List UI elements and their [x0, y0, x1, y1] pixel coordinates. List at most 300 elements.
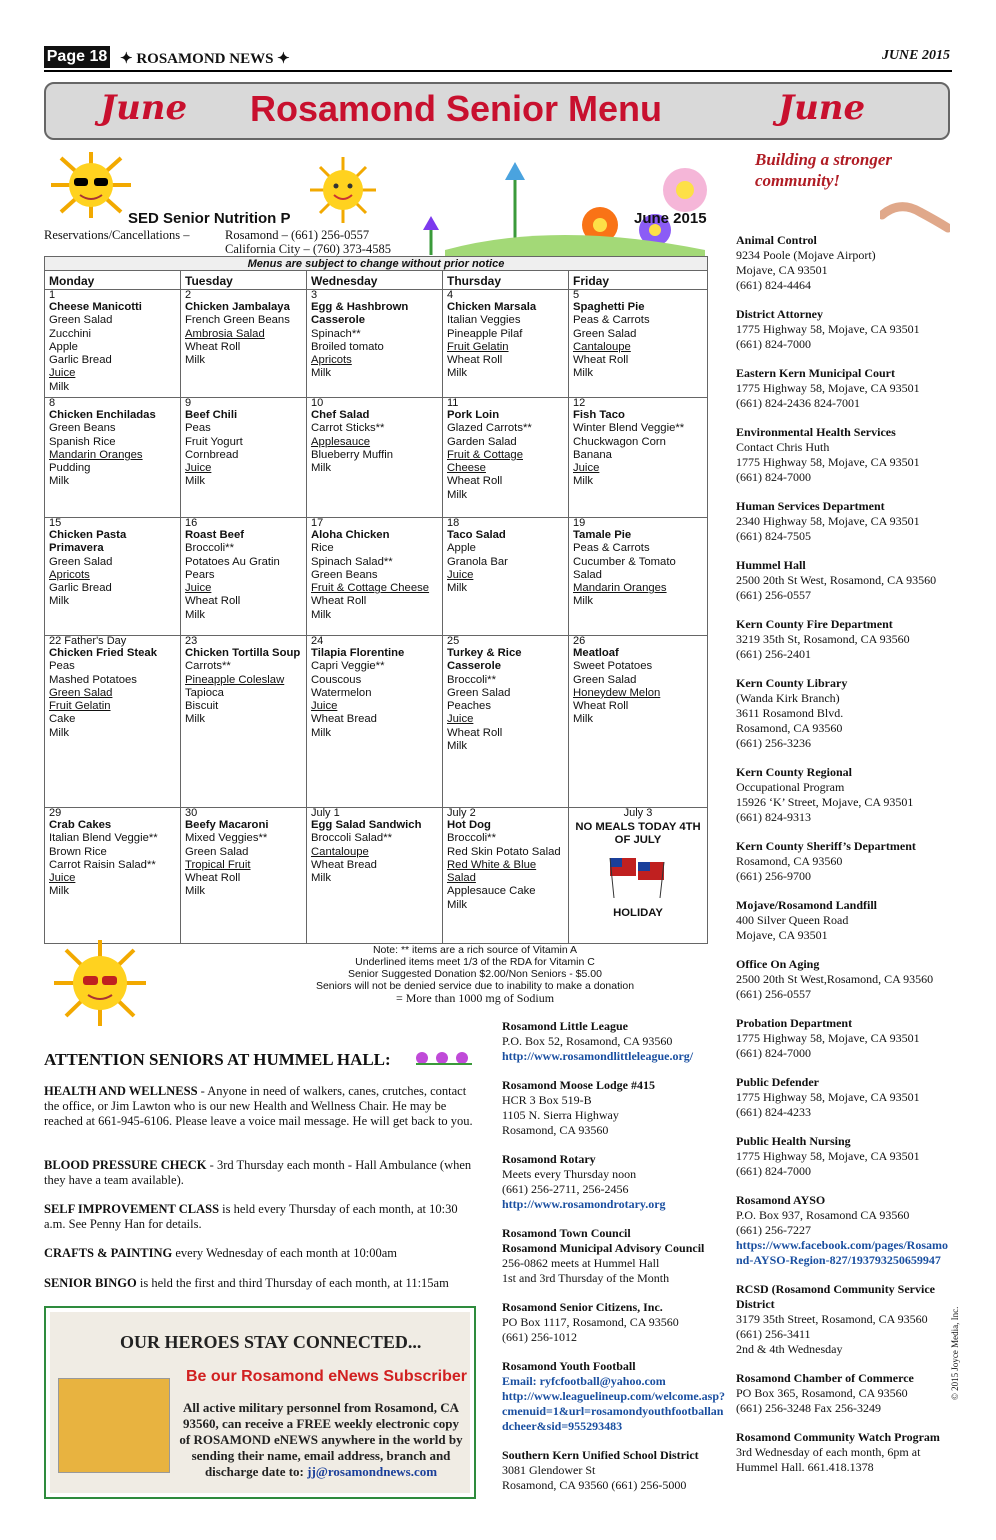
menu-item: Milk — [311, 367, 332, 380]
menu-item: Fruit Yogurt — [185, 435, 243, 448]
directory-entry — [502, 1152, 730, 1212]
menu-item: Rice — [311, 542, 334, 555]
menu-item: Garlic Bread — [49, 354, 112, 367]
entry-line: (661) 824-7000 — [736, 1046, 811, 1060]
menu-item: Honeydew Melon — [573, 686, 661, 699]
phone-california-city: California City – (760) 373-4585 — [225, 242, 391, 256]
menu-item: Wheat Roll — [447, 354, 503, 367]
menu-item: Milk — [49, 885, 70, 898]
menu-item: Fruit & Cottage Cheese — [311, 582, 430, 595]
entry-link[interactable]: https://www.facebook.com/pages/Rosamond-AYSO-Region-827/193793250659947 — [736, 1238, 948, 1267]
day-header: Monday — [45, 271, 181, 289]
directory-entry — [736, 765, 952, 825]
day-number: July 3 — [623, 808, 653, 819]
entry-name: Hummel Hall — [736, 558, 806, 572]
self-improvement-paragraph: SELF IMPROVEMENT CLASS is held every Thursday of each month, at 10:30 a.m. See Penny Han for details. — [44, 1202, 458, 1231]
entry-line: P.O. Box 52, Rosamond, CA 93560 — [502, 1034, 673, 1048]
directory-entry — [502, 1300, 730, 1345]
directory-entry — [502, 1226, 730, 1286]
day-number: 30 — [185, 808, 198, 819]
directory-entry — [736, 1193, 952, 1268]
menu-day-cell — [307, 808, 443, 944]
menu-item: Tropical Fruit — [185, 858, 251, 871]
menu-item: Wheat Roll — [573, 354, 629, 367]
entry-line: (Wanda Kirk Branch) — [736, 691, 840, 705]
menu-notes — [230, 944, 720, 1004]
menu-item: Green Salad — [49, 314, 113, 327]
day-number: July 2 — [447, 808, 476, 819]
menu-item: Milk — [573, 367, 594, 380]
entree: Crab Cakes — [49, 819, 112, 831]
menu-item: Brown Rice — [49, 845, 107, 858]
menu-day-cell — [181, 290, 307, 397]
entry-line: HCR 3 Box 519-B — [502, 1093, 592, 1107]
menu-day-cell — [181, 636, 307, 807]
menu-item: Garlic Bread — [49, 582, 112, 595]
menu-day-cell — [443, 290, 569, 397]
ad-body: All active military personnel from Rosamond, CA 93560, can receive a FREE weekly electronic copy of ROSAMOND eNEWS anywhere in the world by sending their name, email address, branch and discharge date to: jj@rosamondnews.com — [179, 1400, 463, 1479]
program-month: June 2015 — [634, 210, 707, 227]
entry-name: Southern Kern Unified School District — [502, 1448, 699, 1462]
menu-item: Peaches — [447, 700, 491, 713]
menu-item: Pears — [185, 568, 215, 581]
entry-line: (661) 824-7000 — [736, 337, 811, 351]
entry-name: Rosamond Municipal Advisory Council — [502, 1241, 705, 1255]
entry-line: Mojave, CA 93501 — [736, 263, 828, 277]
entry-name: Environmental Health Services — [736, 425, 896, 439]
copyright: © 2015 Joyce Media, Inc. — [950, 1306, 960, 1400]
menu-item: Green Salad — [573, 327, 637, 340]
tagline: Building a stronger community! — [755, 150, 892, 190]
menu-item: Green Salad — [447, 686, 511, 699]
blood-pressure-paragraph: BLOOD PRESSURE CHECK - 3rd Thursday each month - Hall Ambulance (when they have a team available). — [44, 1158, 472, 1187]
day-number: 18 — [447, 518, 460, 529]
menu-item: Broccoli** — [447, 673, 496, 686]
entry-line: Rosamond, CA 93560 — [502, 1123, 609, 1137]
entry-line: (661) 256-9700 — [736, 869, 811, 883]
menu-item: Pineapple Pilaf — [447, 327, 523, 340]
menu-item: Peas — [49, 660, 75, 673]
menu-weeks — [45, 290, 707, 944]
entree: NO MEALS TODAY 4TH OF JULY — [575, 821, 701, 847]
entree: Chicken Tortilla Soup — [185, 647, 301, 659]
entry-name: Rosamond Senior Citizens, Inc. — [502, 1300, 663, 1314]
entry-line: (661) 824-7505 — [736, 529, 811, 543]
menu-item: Couscous — [311, 673, 362, 686]
day-header: Friday — [573, 274, 610, 288]
menu-item: Garden Salad — [447, 435, 517, 448]
menu-item: Milk — [49, 475, 70, 488]
day-number: 2 — [185, 290, 192, 301]
crafts-paragraph: CRAFTS & PAINTING every Wednesday of each month at 10:00am — [44, 1246, 397, 1260]
menu-item: Juice — [49, 872, 76, 885]
menu-item: Milk — [447, 488, 468, 501]
entry-line: P.O. Box 937, Rosamond CA 93560 — [736, 1208, 910, 1222]
menu-day-cell — [569, 398, 707, 517]
directory-right — [736, 233, 952, 1489]
menu-week-row — [45, 290, 707, 398]
flowers-icon — [405, 150, 715, 258]
menu-item: Green Salad — [49, 686, 113, 699]
day-number: 10 — [311, 398, 324, 409]
day-number: 19 — [573, 518, 586, 529]
menu-note: Menus are subject to change without prior notice — [45, 257, 707, 271]
menu-item: Green Salad — [185, 845, 249, 858]
entry-line: 3179 35th Street, Rosamond, CA 93560 — [736, 1312, 928, 1326]
menu-item: Apple — [447, 542, 476, 555]
note-line: Note: ** items are a rich source of Vitamin A — [372, 944, 578, 956]
entry-line: PO Box 1117, Rosamond, CA 93560 — [502, 1315, 679, 1329]
day-number: 16 — [185, 518, 198, 529]
menu-item: Mixed Veggies** — [185, 832, 268, 845]
menu-item: Milk — [185, 475, 206, 488]
banner-june-right: June — [778, 88, 866, 128]
menu-item: Cake — [49, 713, 76, 726]
menu-item: Pudding — [49, 462, 91, 475]
menu-item: Sweet Potatoes — [573, 660, 653, 673]
directory-entry — [736, 1371, 952, 1416]
entry-name: Eastern Kern Municipal Court — [736, 366, 895, 380]
menu-item: Milk — [49, 595, 70, 608]
sun-sunglasses-icon — [46, 150, 136, 220]
menu-item: Apricots — [311, 354, 352, 367]
entry-line: (661) 824-4464 — [736, 278, 811, 292]
entry-link[interactable]: http://www.rosamondrotary.org — [502, 1197, 666, 1211]
directory-entry — [736, 499, 952, 544]
menu-item: Milk — [49, 726, 70, 739]
menu-week-row — [45, 398, 707, 518]
menu-item: Cantaloupe — [311, 845, 369, 858]
menu-item: Broccoli Salad** — [311, 832, 393, 845]
menu-day-cell — [45, 398, 181, 517]
directory-entry — [736, 1075, 952, 1120]
directory-middle — [502, 1019, 730, 1507]
menu-item: Pineapple Coleslaw — [185, 673, 285, 686]
menu-item: Spinach Salad** — [311, 555, 393, 568]
entry-line: 3219 35th St, Rosamond, CA 93560 — [736, 632, 910, 646]
entry-line: Hummel Hall. 661.418.1378 — [736, 1460, 874, 1474]
menu-item: Glazed Carrots** — [447, 422, 532, 435]
directory-entry — [736, 425, 952, 485]
entry-line: 1775 Highway 58, Mojave, CA 93501 — [736, 322, 920, 336]
directory-entry — [736, 233, 952, 293]
entry-line: (661) 256-0557 — [736, 588, 811, 602]
menu-day-cell — [443, 808, 569, 944]
entree: Cheese Manicotti — [49, 301, 142, 313]
menu-day-cell — [45, 290, 181, 397]
entry-line: 1105 N. Sierra Highway — [502, 1108, 619, 1122]
menu-item: Spinach** — [311, 327, 361, 340]
menu-day-cell — [443, 518, 569, 635]
entry-line: 15926 ‘K’ Street, Mojave, CA 93501 — [736, 795, 914, 809]
entree: Turkey & Rice Casserole — [447, 647, 522, 673]
entry-line: (661) 256-2401 — [736, 647, 811, 661]
flag-icon — [573, 854, 703, 903]
menu-day-cell — [307, 518, 443, 635]
menu-day-cell — [569, 808, 707, 944]
entry-line: 2nd & 4th Wednesday — [736, 1342, 843, 1356]
entry-line: (661) 824-7000 — [736, 470, 811, 484]
entry-name: Probation Department — [736, 1016, 853, 1030]
entry-line: Mojave, CA 93501 — [736, 928, 828, 942]
menu-item: Milk — [185, 713, 206, 726]
entry-line: 1775 Highway 58, Mojave, CA 93501 — [736, 381, 920, 395]
directory-entry — [736, 1016, 952, 1061]
reservations-label: Reservations/Cancellations – — [44, 228, 190, 242]
menu-day-cell — [569, 636, 707, 807]
menu-item: Capri Veggie** — [311, 660, 385, 673]
menu-item: Juice — [573, 462, 600, 475]
entry-line: Rosamond, CA 93560 — [736, 721, 843, 735]
ad-email-link[interactable]: jj@rosamondnews.com — [307, 1464, 438, 1479]
menu-item: Wheat Roll — [185, 595, 241, 608]
menu-item: Red White & Blue Salad — [447, 858, 537, 885]
menu-item: Juice — [185, 462, 212, 475]
directory-entry — [736, 1134, 952, 1179]
entry-link[interactable]: http://www.leaguelineup.com/welcome.asp?cmenuid=1&url=rosamondyouthfootballandcheer&sid=955293483 — [502, 1389, 725, 1433]
menu-day-cell — [569, 290, 707, 397]
menu-item: Milk — [447, 740, 468, 753]
day-number: 23 — [185, 636, 198, 647]
day-number: 24 — [311, 636, 324, 647]
menu-item: Zucchini — [49, 327, 92, 340]
entree: Chicken Marsala — [447, 301, 537, 313]
entry-name: Public Defender — [736, 1075, 819, 1089]
entry-line: Contact Chris Huth — [736, 440, 830, 454]
sun-bottom-icon — [50, 938, 150, 1028]
entree: Egg & Hashbrown Casserole — [311, 301, 409, 327]
entry-name: Rosamond Moose Lodge #415 — [502, 1078, 656, 1092]
menu-item: Carrots** — [185, 660, 231, 673]
menu-item: Wheat Roll — [311, 595, 367, 608]
menu-item: Ambrosia Salad — [185, 327, 265, 340]
entry-line: 1775 Highway 58, Mojave, CA 93501 — [736, 1090, 920, 1104]
menu-item: Wheat Roll — [573, 700, 629, 713]
menu-item: Juice — [447, 568, 474, 581]
entree: Hot Dog — [447, 819, 491, 831]
entry-line: (661) 256-1012 — [502, 1330, 577, 1344]
directory-entry — [736, 366, 952, 411]
menu-item: Milk — [185, 885, 206, 898]
menu-item: Milk — [185, 354, 206, 367]
menu-item: Cornbread — [185, 448, 239, 461]
menu-item: Apple — [49, 340, 78, 353]
menu-item: Mandarin Oranges — [573, 582, 667, 595]
menu-item: Italian Veggies — [447, 314, 521, 327]
entry-line: 1st and 3rd Thursday of the Month — [502, 1271, 670, 1285]
day-number: 22 Father's Day — [49, 636, 127, 647]
day-number: 5 — [573, 290, 580, 301]
menu-item: Milk — [447, 898, 468, 911]
attention-title: ATTENTION SENIORS AT HUMMEL HALL: — [44, 1050, 391, 1069]
ad-subtitle: Be our Rosamond eNews Subscriber — [186, 1368, 467, 1385]
menu-item: Spanish Rice — [49, 435, 116, 448]
menu-item: Green Salad — [573, 673, 637, 686]
menu-item: Broiled tomato — [311, 340, 384, 353]
entry-line: 3rd Wednesday of each month, 6pm at — [736, 1445, 921, 1459]
entry-line: 1775 Highway 58, Mojave, CA 93501 — [736, 1149, 920, 1163]
entry-name: RCSD (Rosamond Community Service District — [736, 1282, 935, 1311]
entree: Chicken Jambalaya — [185, 301, 290, 313]
menu-item: Juice — [447, 713, 474, 726]
menu-day-cell — [307, 290, 443, 397]
entry-line: (661) 256-0557 — [736, 987, 811, 1001]
directory-entry — [736, 1282, 952, 1357]
entry-line: (661) 824-2436 824-7001 — [736, 396, 860, 410]
flowers-small-icon — [414, 1048, 474, 1068]
menu-day-cell — [443, 398, 569, 517]
entry-name: Kern County Sheriff’s Department — [736, 839, 916, 853]
menu-item: Peas & Carrots — [573, 314, 650, 327]
directory-entry — [736, 676, 952, 751]
menu-item: Juice — [49, 367, 76, 380]
entree: Chef Salad — [311, 409, 370, 421]
entry-link[interactable]: Email: ryfcfootball@yahoo.com — [502, 1374, 666, 1388]
banner-june-left: June — [100, 88, 188, 128]
entry-line: 3081 Glendower St — [502, 1463, 596, 1477]
paper-name: ✦ ROSAMOND NEWS ✦ — [120, 51, 290, 67]
menu-item: Milk — [185, 608, 206, 621]
menu-item: Potatoes Au Gratin — [185, 555, 280, 568]
day-header: Wednesday — [307, 271, 443, 289]
menu-item: Cantaloupe — [573, 340, 631, 353]
menu-item: Mandarin Oranges — [49, 448, 143, 461]
entry-line: (661) 824-9313 — [736, 810, 811, 824]
entry-name: Rosamond Chamber of Commerce — [736, 1371, 914, 1385]
menu-item: Milk — [573, 595, 594, 608]
entry-link[interactable]: http://www.rosamondlittleleague.org/ — [502, 1049, 694, 1063]
day-number: 9 — [185, 398, 192, 409]
entry-line: (661) 256-3411 — [736, 1327, 811, 1341]
page-number: Page 18 — [44, 46, 110, 68]
bingo-paragraph: SENIOR BINGO is held the first and third Thursday of each month, at 11:15am — [44, 1276, 449, 1290]
entry-line: (661) 256-3248 Fax 256-3249 — [736, 1401, 881, 1415]
directory-entry — [502, 1019, 730, 1064]
menu-item: Apricots — [49, 568, 90, 581]
directory-entry — [502, 1078, 730, 1138]
menu-item: Wheat Roll — [447, 726, 503, 739]
menu-item: Milk — [573, 713, 594, 726]
menu-item: Milk — [311, 462, 332, 475]
entry-name: Office On Aging — [736, 957, 820, 971]
day-number: 11 — [447, 398, 459, 409]
entree: Chicken Fried Steak — [49, 647, 157, 659]
menu-item: Chuckwagon Corn — [573, 435, 666, 448]
page-title: Rosamond Senior Menu — [250, 88, 663, 129]
entry-line: 2500 20th St West, Rosamond, CA 93560 — [736, 573, 937, 587]
menu-day-cell — [569, 518, 707, 635]
entry-line: PO Box 365, Rosamond, CA 93560 — [736, 1386, 908, 1400]
entry-name: Public Health Nursing — [736, 1134, 851, 1148]
ad-title: OUR HEROES STAY CONNECTED... — [120, 1332, 422, 1352]
menu-item: Milk — [447, 367, 468, 380]
menu-item: Fruit Gelatin — [447, 340, 509, 353]
phone-rosamond: Rosamond – (661) 256-0557 — [225, 228, 370, 242]
entry-name: Rosamond Town Council — [502, 1226, 631, 1240]
entree: Beefy Macaroni — [185, 819, 269, 831]
menu-item: Broccoli** — [185, 542, 234, 555]
menu-item: Wheat Bread — [311, 858, 377, 871]
day-number: 4 — [447, 290, 454, 301]
menu-item: Wheat Roll — [185, 872, 241, 885]
entry-line: Occupational Program — [736, 780, 845, 794]
entry-line: 1775 Highway 58, Mojave, CA 93501 — [736, 455, 920, 469]
issue-date: JUNE 2015 — [881, 48, 950, 63]
entry-name: Kern County Fire Department — [736, 617, 893, 631]
newspaper-thumbnail — [58, 1378, 170, 1473]
handshake-icon — [880, 190, 950, 235]
program-name: SED Senior Nutrition P — [128, 210, 291, 227]
note-line: Underlined items meet 1/3 of the RDA for Vitamin C — [355, 956, 595, 968]
menu-week-row — [45, 808, 707, 944]
entry-line: 256-0862 meets at Hummel Hall — [502, 1256, 660, 1270]
menu-day-cell — [181, 808, 307, 944]
entree: Roast Beef — [185, 529, 245, 541]
entry-line: 2340 Highway 58, Mojave, CA 93501 — [736, 514, 920, 528]
menu-item: Fruit Gelatin — [49, 700, 111, 713]
menu-day-cell — [307, 398, 443, 517]
entree: Egg Salad Sandwich — [311, 819, 422, 831]
entree: Pork Loin — [447, 409, 500, 421]
entree: Taco Salad — [447, 529, 506, 541]
menu-day-cell — [307, 636, 443, 807]
day-number: 29 — [49, 808, 62, 819]
menu-week-row — [45, 636, 707, 808]
menu-item: Green Beans — [49, 422, 116, 435]
menu-day-cell — [45, 636, 181, 807]
entry-line: (661) 256-3236 — [736, 736, 811, 750]
directory-entry — [736, 839, 952, 884]
entry-line: (661) 256-2711, 256-2456 — [502, 1182, 629, 1196]
menu-item: French Green Beans — [185, 314, 290, 327]
menu-item: Milk — [311, 872, 332, 885]
entry-name: Kern County Library — [736, 676, 848, 690]
menu-item: HOLIDAY — [613, 906, 663, 919]
menu-item: Milk — [447, 582, 468, 595]
directory-entry — [736, 898, 952, 943]
entree: Tamale Pie — [573, 529, 632, 541]
menu-day-cell — [45, 808, 181, 944]
entree: Chicken Enchiladas — [49, 409, 156, 421]
menu-item: Tapioca — [185, 686, 224, 699]
menu-item: Applesauce Cake — [447, 885, 536, 898]
note-line: = More than 1000 mg of Sodium — [395, 991, 555, 1005]
entree: Spaghetti Pie — [573, 301, 645, 313]
day-number: 3 — [311, 290, 318, 301]
menu-item: Juice — [311, 700, 338, 713]
entry-line: (661) 256-7227 — [736, 1223, 811, 1237]
menu-item: Green Beans — [311, 568, 378, 581]
entry-line: Meets every Thursday noon — [502, 1167, 637, 1181]
day-number: 26 — [573, 636, 586, 647]
note-line: Seniors will not be denied service due to inability to make a donation — [315, 980, 635, 992]
menu-item: Green Salad — [49, 555, 113, 568]
day-header: Thursday — [443, 271, 569, 289]
entry-name: Rosamond Little League — [502, 1019, 628, 1033]
menu-item: Carrot Raisin Salad** — [49, 858, 156, 871]
menu-item: Wheat Bread — [311, 713, 377, 726]
menu-item: Broccoli** — [447, 832, 496, 845]
menu-item: Watermelon — [311, 686, 372, 699]
menu-item: Wheat Roll — [447, 475, 503, 488]
entry-line: 9234 Poole (Mojave Airport) — [736, 248, 876, 262]
entry-line: (661) 824-4233 — [736, 1105, 811, 1119]
entry-name: Rosamond Community Watch Program — [736, 1430, 940, 1444]
day-number: 25 — [447, 636, 460, 647]
directory-entry — [736, 957, 952, 1002]
directory-entry — [736, 1430, 952, 1475]
entry-name: Mojave/Rosamond Landfill — [736, 898, 878, 912]
